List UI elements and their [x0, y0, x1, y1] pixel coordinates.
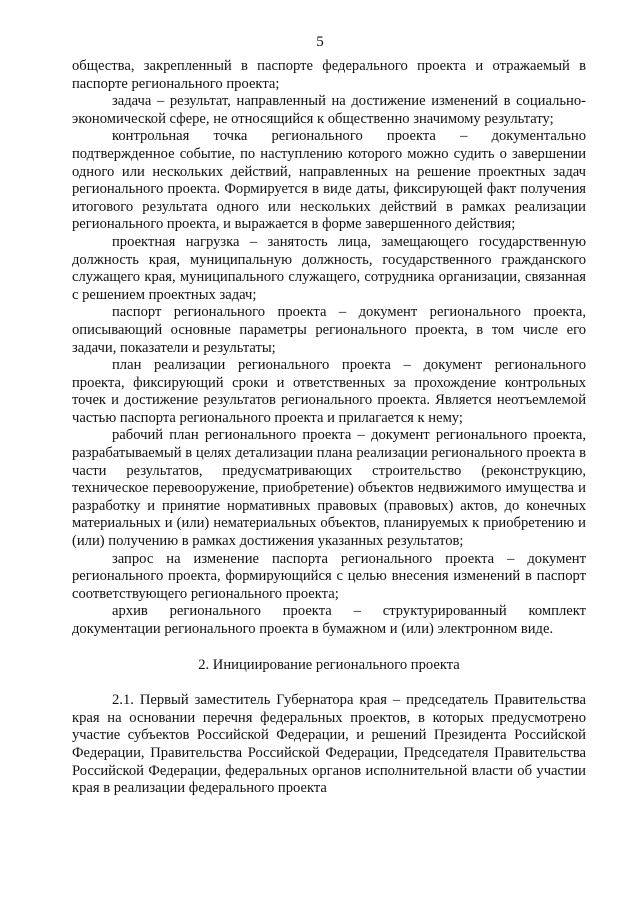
section-paragraph: 2.1. Первый заместитель Губернатора края – председатель Правительства края на основании перечня федеральных проектов, в которых предусмотрено участие субъектов Российской Федерации, и решений Президента Российской Федерации, Правительства Российской Федерации, Председателя Правительства Российской Федерации, федеральных органов исполнительной власти об участии края в реализации федерального проекта	[72, 692, 586, 797]
definition-project-load: проектная нагрузка – занятость лица, замещающего государственную должность края, муниципальную должность, государственного гражданского служащего края, муниципального служащего, сотрудника организации, связанная с решением проектных задач;	[72, 233, 586, 303]
document-body	[72, 58, 586, 798]
definition-change-request: запрос на изменение паспорта регионального проекта – документ регионального проекта, формирующийся с целью внесения изменений в паспорт соответствующего регионального проекта;	[72, 550, 586, 602]
definition-implementation-plan: план реализации регионального проекта – документ регионального проекта, фиксирующий сроки и ответственных за прохождение контрольных точек и достижение результатов регионального проекта. Является неотъемлемой частью паспорта регионального проекта и прилагается к нему;	[72, 357, 586, 426]
page-number: 5	[316, 34, 324, 50]
definition-archive: архив регионального проекта – структурированный комплект документации регионального проекта в бумажном и (или) электронном виде.	[72, 603, 586, 637]
definition-checkpoint: контрольная точка регионального проекта – документально подтвержденное событие, по наступлению которого можно судить о завершении одного или нескольких действий, направленных на решение проектных задач регионального проекта. Формируется в виде даты, фиксирующей факт получения итогового результата одного или нескольких действий в рамках реализации регионального проекта, и выражается в форме завершенного действия;	[72, 128, 586, 233]
section-heading: 2. Инициирование регионального проекта	[198, 656, 460, 673]
definition-task: задача – результат, направленный на достижение изменений в социально-экономической сфере, не относящийся к общественно значимому результату;	[72, 93, 586, 127]
definition-passport: паспорт регионального проекта – документ регионального проекта, описывающий основные параметры регионального проекта, в том числе его задачи, показатели и результаты;	[72, 304, 586, 356]
paragraph-continuation: общества, закрепленный в паспорте федерального проекта и отражаемый в паспорте регионального проекта;	[72, 58, 586, 92]
definition-work-plan: рабочий план регионального проекта – документ регионального проекта, разрабатываемый в целях детализации плана реализации регионального проекта в части результатов, предусматривающих строительство (реконструкцию, техническое перевооружение, приобретение) объектов недвижимого имущества и разработку и принятие нормативных правовых (правовых) актов, до конечных материальных и (или) нематериальных объектов, планируемых к приобретению и (или) получению в рамках достижения указанных результатов;	[72, 427, 586, 550]
